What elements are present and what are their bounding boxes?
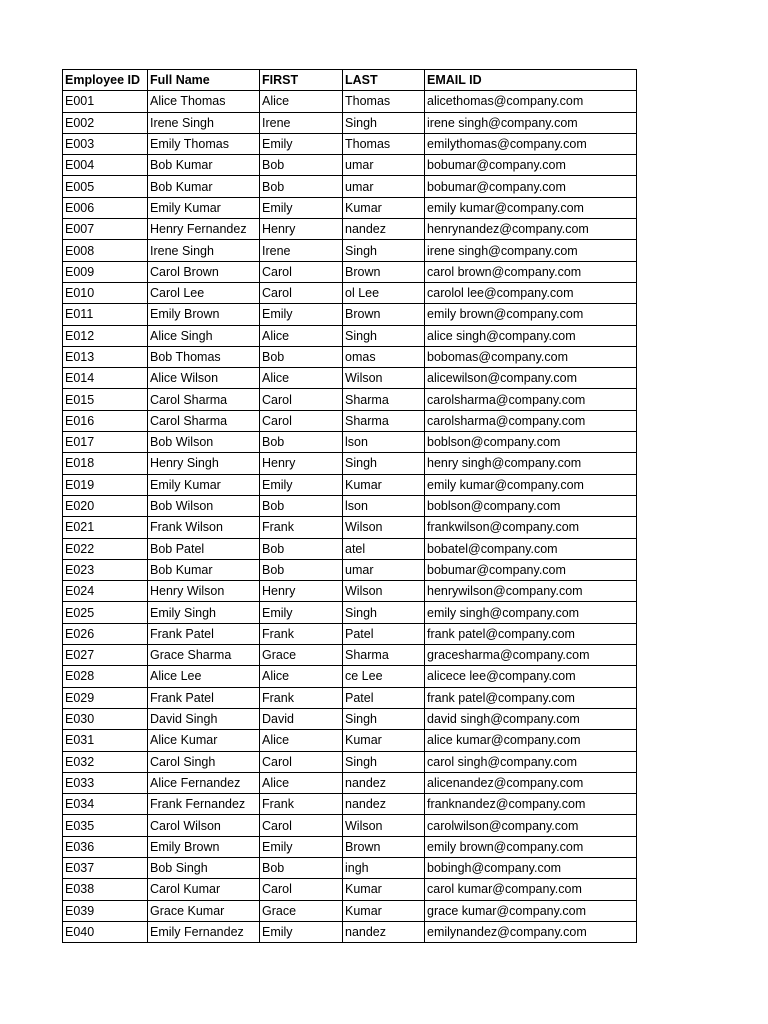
email-cell: carol kumar@company.com [425,879,637,900]
last-name-cell: lson [343,432,425,453]
first-name-cell: Alice [260,325,343,346]
table-row [63,708,637,729]
email-cell: boblson@company.com [425,432,637,453]
email-cell: bobatel@company.com [425,538,637,559]
employee-id-cell: E026 [63,623,148,644]
table-row [63,900,637,921]
employee-id-cell: E027 [63,645,148,666]
first-name-cell: Alice [260,730,343,751]
table-row [63,751,637,772]
email-cell: gracesharma@company.com [425,645,637,666]
employee-id-cell: E024 [63,581,148,602]
email-cell: carol singh@company.com [425,751,637,772]
table-row [63,645,637,666]
table-row [63,495,637,516]
employee-id-cell: E018 [63,453,148,474]
first-name-cell: David [260,708,343,729]
full-name-cell: Alice Fernandez [148,772,260,793]
email-cell: carolwilson@company.com [425,815,637,836]
first-name-cell: Emily [260,602,343,623]
first-name-cell: Irene [260,112,343,133]
employee-id-cell: E015 [63,389,148,410]
employee-id-cell: E004 [63,155,148,176]
email-cell: emily brown@company.com [425,304,637,325]
table-row [63,687,637,708]
first-name-cell: Emily [260,133,343,154]
table-row [63,879,637,900]
employee-id-cell: E017 [63,432,148,453]
employee-id-cell: E013 [63,346,148,367]
last-name-cell: Kumar [343,730,425,751]
employee-id-cell: E008 [63,240,148,261]
full-name-cell: Alice Singh [148,325,260,346]
table-row [63,432,637,453]
table-row [63,474,637,495]
employee-id-cell: E035 [63,815,148,836]
employee-id-cell: E020 [63,495,148,516]
first-name-cell: Carol [260,879,343,900]
full-name-cell: Alice Kumar [148,730,260,751]
full-name-cell: Frank Patel [148,687,260,708]
header-employee-id: Employee ID [63,70,148,91]
email-cell: carolol lee@company.com [425,282,637,303]
employee-id-cell: E031 [63,730,148,751]
first-name-cell: Carol [260,389,343,410]
employee-id-cell: E016 [63,410,148,431]
email-cell: irene singh@company.com [425,112,637,133]
first-name-cell: Alice [260,666,343,687]
full-name-cell: Irene Singh [148,240,260,261]
table-row [63,666,637,687]
employee-id-cell: E032 [63,751,148,772]
full-name-cell: Bob Kumar [148,559,260,580]
header-email-id: EMAIL ID [425,70,637,91]
full-name-cell: David Singh [148,708,260,729]
first-name-cell: Bob [260,346,343,367]
employee-id-cell: E034 [63,794,148,815]
table-body [63,91,637,943]
employee-id-cell: E039 [63,900,148,921]
full-name-cell: Bob Patel [148,538,260,559]
table-row [63,219,637,240]
first-name-cell: Frank [260,623,343,644]
email-cell: bobumar@company.com [425,559,637,580]
last-name-cell: Singh [343,708,425,729]
employee-id-cell: E009 [63,261,148,282]
last-name-cell: ingh [343,857,425,878]
table-row [63,623,637,644]
table-row [63,815,637,836]
last-name-cell: nandez [343,772,425,793]
first-name-cell: Alice [260,368,343,389]
first-name-cell: Emily [260,921,343,942]
employee-id-cell: E005 [63,176,148,197]
last-name-cell: Kumar [343,879,425,900]
table-row [63,155,637,176]
employee-id-cell: E021 [63,517,148,538]
email-cell: emily kumar@company.com [425,474,637,495]
last-name-cell: Sharma [343,645,425,666]
last-name-cell: Singh [343,240,425,261]
first-name-cell: Frank [260,794,343,815]
table-row [63,261,637,282]
full-name-cell: Frank Fernandez [148,794,260,815]
full-name-cell: Frank Patel [148,623,260,644]
employee-table [62,69,637,943]
email-cell: emily brown@company.com [425,836,637,857]
employee-id-cell: E022 [63,538,148,559]
email-cell: frank patel@company.com [425,687,637,708]
table-row [63,921,637,942]
last-name-cell: Brown [343,304,425,325]
employee-id-cell: E006 [63,197,148,218]
full-name-cell: Bob Singh [148,857,260,878]
last-name-cell: Thomas [343,91,425,112]
full-name-cell: Bob Kumar [148,155,260,176]
first-name-cell: Carol [260,815,343,836]
email-cell: carolsharma@company.com [425,410,637,431]
header-row [63,70,637,91]
employee-id-cell: E011 [63,304,148,325]
full-name-cell: Bob Thomas [148,346,260,367]
first-name-cell: Frank [260,517,343,538]
last-name-cell: Wilson [343,368,425,389]
table-row [63,410,637,431]
email-cell: frank patel@company.com [425,623,637,644]
last-name-cell: ce Lee [343,666,425,687]
table-row [63,581,637,602]
employee-id-cell: E023 [63,559,148,580]
first-name-cell: Irene [260,240,343,261]
first-name-cell: Alice [260,772,343,793]
last-name-cell: omas [343,346,425,367]
full-name-cell: Emily Kumar [148,474,260,495]
last-name-cell: Singh [343,453,425,474]
last-name-cell: nandez [343,921,425,942]
employee-id-cell: E036 [63,836,148,857]
full-name-cell: Carol Sharma [148,389,260,410]
email-cell: frankwilson@company.com [425,517,637,538]
employee-id-cell: E025 [63,602,148,623]
email-cell: franknandez@company.com [425,794,637,815]
table-row [63,517,637,538]
employee-id-cell: E019 [63,474,148,495]
last-name-cell: Kumar [343,197,425,218]
first-name-cell: Henry [260,453,343,474]
table-row [63,304,637,325]
email-cell: alicewilson@company.com [425,368,637,389]
table-row [63,857,637,878]
email-cell: grace kumar@company.com [425,900,637,921]
email-cell: carolsharma@company.com [425,389,637,410]
table-row [63,346,637,367]
last-name-cell: umar [343,155,425,176]
full-name-cell: Alice Wilson [148,368,260,389]
full-name-cell: Grace Kumar [148,900,260,921]
employee-id-cell: E029 [63,687,148,708]
full-name-cell: Carol Wilson [148,815,260,836]
table-row [63,240,637,261]
last-name-cell: nandez [343,219,425,240]
first-name-cell: Bob [260,495,343,516]
last-name-cell: Singh [343,602,425,623]
table-header [63,70,637,91]
table-row [63,794,637,815]
table-row [63,559,637,580]
table-row [63,836,637,857]
last-name-cell: Sharma [343,410,425,431]
last-name-cell: Singh [343,325,425,346]
full-name-cell: Alice Thomas [148,91,260,112]
employee-id-cell: E038 [63,879,148,900]
table-row [63,602,637,623]
last-name-cell: Wilson [343,815,425,836]
email-cell: henrywilson@company.com [425,581,637,602]
email-cell: bobomas@company.com [425,346,637,367]
first-name-cell: Carol [260,410,343,431]
last-name-cell: Brown [343,836,425,857]
last-name-cell: Kumar [343,900,425,921]
employee-id-cell: E037 [63,857,148,878]
email-cell: alicece lee@company.com [425,666,637,687]
full-name-cell: Emily Fernandez [148,921,260,942]
last-name-cell: umar [343,559,425,580]
email-cell: bobumar@company.com [425,176,637,197]
employee-id-cell: E003 [63,133,148,154]
email-cell: emilynandez@company.com [425,921,637,942]
first-name-cell: Henry [260,581,343,602]
employee-id-cell: E033 [63,772,148,793]
header-first: FIRST [260,70,343,91]
table-row [63,453,637,474]
full-name-cell: Alice Lee [148,666,260,687]
employee-id-cell: E028 [63,666,148,687]
email-cell: carol brown@company.com [425,261,637,282]
full-name-cell: Irene Singh [148,112,260,133]
table-row [63,91,637,112]
email-cell: alice kumar@company.com [425,730,637,751]
email-cell: henry singh@company.com [425,453,637,474]
last-name-cell: Singh [343,751,425,772]
full-name-cell: Grace Sharma [148,645,260,666]
last-name-cell: Patel [343,623,425,644]
last-name-cell: lson [343,495,425,516]
full-name-cell: Emily Singh [148,602,260,623]
table-row [63,538,637,559]
first-name-cell: Carol [260,751,343,772]
first-name-cell: Carol [260,261,343,282]
email-cell: emily singh@company.com [425,602,637,623]
email-cell: emilythomas@company.com [425,133,637,154]
employee-id-cell: E012 [63,325,148,346]
last-name-cell: Patel [343,687,425,708]
email-cell: alice singh@company.com [425,325,637,346]
full-name-cell: Carol Brown [148,261,260,282]
employee-id-cell: E014 [63,368,148,389]
email-cell: alicenandez@company.com [425,772,637,793]
table-row [63,368,637,389]
full-name-cell: Bob Kumar [148,176,260,197]
full-name-cell: Henry Wilson [148,581,260,602]
first-name-cell: Bob [260,559,343,580]
last-name-cell: Singh [343,112,425,133]
first-name-cell: Emily [260,474,343,495]
last-name-cell: ol Lee [343,282,425,303]
full-name-cell: Emily Kumar [148,197,260,218]
email-cell: david singh@company.com [425,708,637,729]
table-row [63,730,637,751]
header-last: LAST [343,70,425,91]
first-name-cell: Henry [260,219,343,240]
table-row [63,133,637,154]
first-name-cell: Frank [260,687,343,708]
header-full-name: Full Name [148,70,260,91]
email-cell: bobingh@company.com [425,857,637,878]
full-name-cell: Henry Singh [148,453,260,474]
first-name-cell: Bob [260,538,343,559]
full-name-cell: Henry Fernandez [148,219,260,240]
employee-id-cell: E010 [63,282,148,303]
first-name-cell: Grace [260,645,343,666]
first-name-cell: Alice [260,91,343,112]
full-name-cell: Bob Wilson [148,432,260,453]
first-name-cell: Bob [260,432,343,453]
last-name-cell: atel [343,538,425,559]
last-name-cell: Thomas [343,133,425,154]
last-name-cell: Sharma [343,389,425,410]
email-cell: bobumar@company.com [425,155,637,176]
table-row [63,389,637,410]
first-name-cell: Grace [260,900,343,921]
first-name-cell: Bob [260,155,343,176]
employee-id-cell: E030 [63,708,148,729]
employee-id-cell: E001 [63,91,148,112]
full-name-cell: Carol Kumar [148,879,260,900]
last-name-cell: Brown [343,261,425,282]
table-row [63,197,637,218]
last-name-cell: Wilson [343,517,425,538]
table-row [63,772,637,793]
last-name-cell: Wilson [343,581,425,602]
full-name-cell: Frank Wilson [148,517,260,538]
employee-id-cell: E040 [63,921,148,942]
employee-id-cell: E002 [63,112,148,133]
full-name-cell: Carol Lee [148,282,260,303]
first-name-cell: Carol [260,282,343,303]
email-cell: alicethomas@company.com [425,91,637,112]
employee-id-cell: E007 [63,219,148,240]
first-name-cell: Bob [260,176,343,197]
full-name-cell: Emily Thomas [148,133,260,154]
full-name-cell: Emily Brown [148,304,260,325]
table-row [63,282,637,303]
full-name-cell: Carol Sharma [148,410,260,431]
first-name-cell: Emily [260,836,343,857]
email-cell: emily kumar@company.com [425,197,637,218]
last-name-cell: Kumar [343,474,425,495]
last-name-cell: nandez [343,794,425,815]
first-name-cell: Emily [260,197,343,218]
last-name-cell: umar [343,176,425,197]
table-row [63,325,637,346]
first-name-cell: Bob [260,857,343,878]
email-cell: boblson@company.com [425,495,637,516]
table-row [63,112,637,133]
table-row [63,176,637,197]
full-name-cell: Bob Wilson [148,495,260,516]
email-cell: irene singh@company.com [425,240,637,261]
full-name-cell: Emily Brown [148,836,260,857]
first-name-cell: Emily [260,304,343,325]
email-cell: henrynandez@company.com [425,219,637,240]
full-name-cell: Carol Singh [148,751,260,772]
